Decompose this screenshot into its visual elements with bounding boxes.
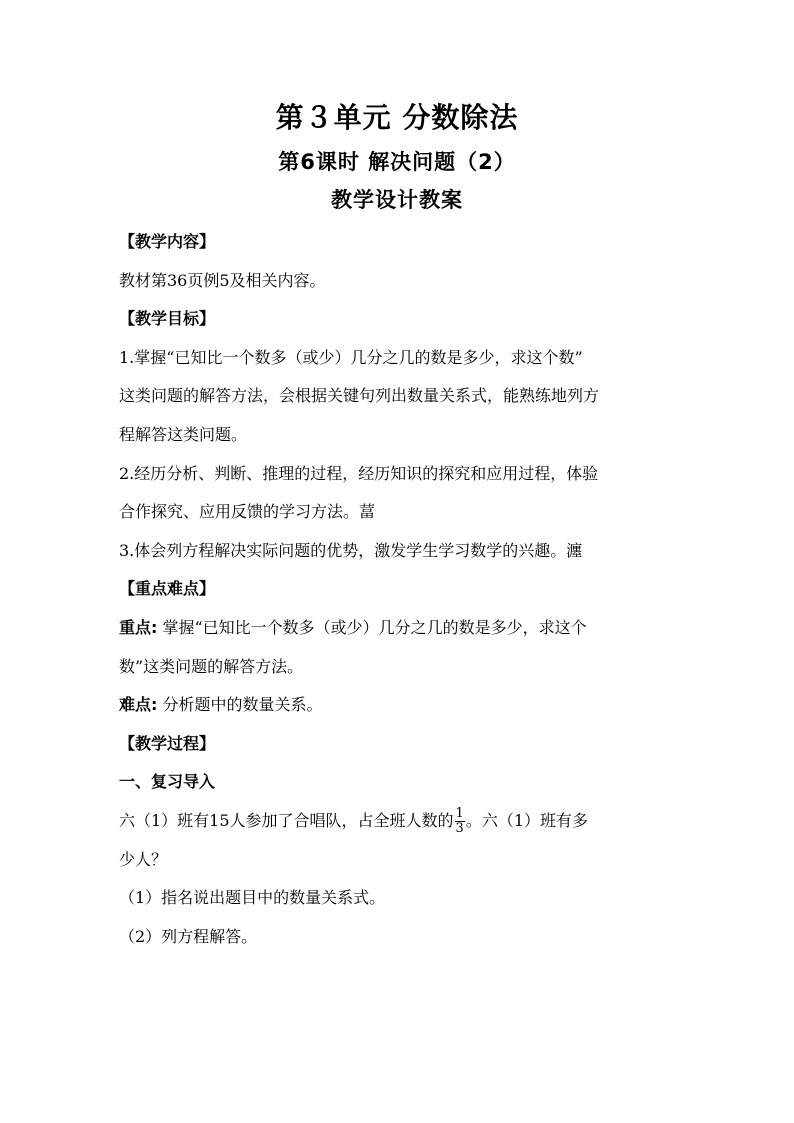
objective-line: 1.掌握“已知比一个数多（或少）几分之几的数是多少，求这个数” <box>119 347 583 367</box>
fraction <box>455 807 465 836</box>
objective-line-text: 合作探究、应用反馈的学习方法。 <box>119 502 360 522</box>
objective-line-text: 3.体会列方程解决实际问题的优势，激发学生学习数学的兴趣。 <box>119 540 567 560</box>
process-step: （1）指名说出题目中的数量关系式。 <box>119 888 386 908</box>
unit-title: 第３单元 分数除法 <box>275 101 519 134</box>
document-body <box>119 223 679 956</box>
review-problem-line: 少人？ <box>119 849 168 869</box>
key-point-text: 掌握“已知比一个数多（或少）几分之几的数是多少，求这个 <box>162 617 587 637</box>
process-subheading: 一、复习导入 <box>119 772 216 792</box>
objectives-heading: 【教学目标】 <box>119 309 216 329</box>
process-step: （2）列方程解答。 <box>119 926 258 946</box>
objective-line-with-stray-char <box>119 532 679 571</box>
objective-line-with-stray-char <box>119 493 679 532</box>
objective-line: 这类问题的解答方法，会根据关键句列出数量关系式，能熟练地列方 <box>119 386 600 406</box>
content-heading: 【教学内容】 <box>119 232 216 251</box>
lesson-title: 第6课时 解决问题（2） <box>278 150 516 174</box>
key-point-label: 重点: <box>119 617 158 637</box>
process-heading: 【教学过程】 <box>119 733 216 753</box>
fraction-denominator: 3 <box>455 820 464 836</box>
fraction-numerator: 1 <box>455 805 464 821</box>
stray-character: 瀍 <box>566 540 583 560</box>
review-problem-line <box>119 802 679 841</box>
document-type-title: 教学设计教案 <box>331 188 463 212</box>
stray-character: 葍 <box>359 502 376 522</box>
difficulty-line <box>119 686 679 725</box>
key-point-line: 数”这类问题的解答方法。 <box>119 656 304 676</box>
objective-line: 2.经历分析、判断、推理的过程，经历知识的探究和应用过程，体验 <box>119 463 599 483</box>
key-points-heading: 【重点难点】 <box>119 579 216 599</box>
problem-text-before: 六（1）班有15人参加了合唱队，占全班人数的 <box>119 810 454 830</box>
difficulty-text: 分析题中的数量关系。 <box>162 695 323 715</box>
objective-line: 程解答这类问题。 <box>119 424 248 444</box>
key-point-line <box>119 609 679 648</box>
content-text: 教材第36页例5及相关内容。 <box>119 270 326 290</box>
difficulty-label: 难点: <box>119 695 158 715</box>
problem-text-after: 。六（1）班有多 <box>465 810 589 830</box>
